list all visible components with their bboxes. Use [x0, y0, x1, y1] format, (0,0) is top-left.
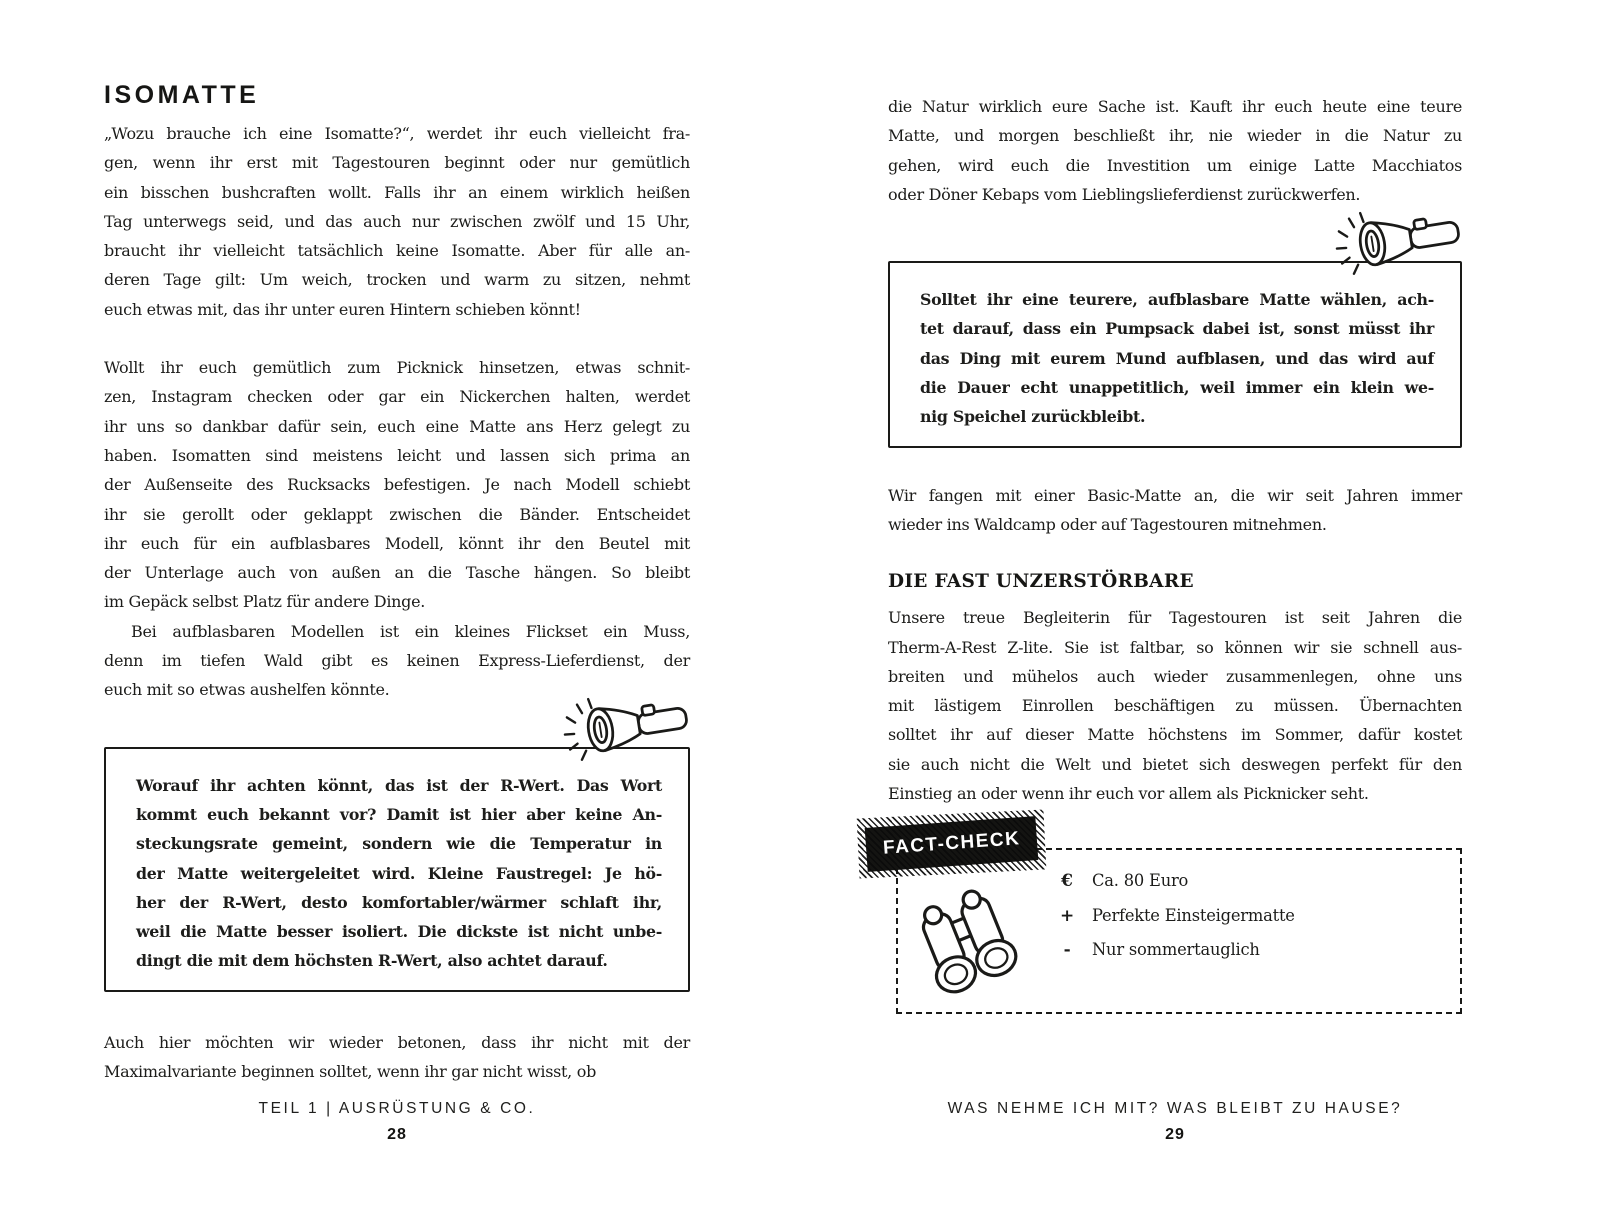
text-line: „Wozu brauche ich eine Isomatte?“, werdet ihr euch vielleicht fra- [104, 124, 690, 143]
text-line: zen, Instagram checken oder gar ein Nickerchen halten, werdet [104, 387, 690, 407]
text-line: gehen, wird euch die Investition um einige Latte Macchiatos [888, 155, 1462, 175]
running-footer-right: WAS NEHME ICH MIT? WAS BLEIBT ZU HAUSE? [947, 1100, 1403, 1117]
fact-check-box [882, 828, 1462, 1014]
text-line: der Außenseite des Rucksacks befestigen. Je nach Modell schiebt [104, 475, 690, 495]
text-line: ihr euch für ein aufblasbares Modell, könnt ihr den Beutel mit [104, 533, 690, 553]
minus-icon: - [1063, 940, 1071, 961]
text-line: deren Tage gilt: Um weich, trocken und warm zu sitzen, nehmt [104, 270, 690, 290]
text-line: tet darauf, dass ein Pumpsack dabei ist, sonst müsst ihr [920, 319, 1434, 339]
text-line: die Dauer echt unappetitlich, weil immer ein klein we- [920, 378, 1434, 398]
text-line: Worauf ihr achten könnt, das ist der R-Wert. Das Wort [136, 775, 662, 795]
paragraph [104, 1028, 690, 1087]
fact-text: Ca. 80 Euro [1092, 871, 1189, 891]
paragraph [104, 119, 690, 324]
tip-box [104, 747, 690, 992]
text-line: euch etwas mit, das ihr unter euren Hintern schieben könnt! [104, 299, 581, 319]
paragraph [104, 353, 690, 617]
text-line: Maximalvariante beginnen solltet, wenn ihr gar nicht wisst, ob [104, 1062, 597, 1082]
text-line: der Matte weitergeleitet wird. Kleine Faustregel: Je hö- [136, 863, 662, 883]
fact-text: Nur sommertauglich [1092, 940, 1260, 960]
text-line: Unsere treue Begleiterin für Tagestouren ist seit Jahren die [888, 608, 1462, 628]
text-line: Solltet ihr eine teurere, aufblasbare Matte wählen, ach- [920, 290, 1434, 310]
text-line: mit lästigem Einrollen beschäftigen zu müssen. Übernachten [888, 696, 1462, 716]
text-line: Wir fangen mit einer Basic-Matte an, die wir seit Jahren immer [888, 485, 1462, 505]
text-line: weil die Matte besser isoliert. Die dickste ist nicht unbe- [136, 922, 662, 942]
fact-row [1058, 939, 1260, 961]
tip-box-text [136, 771, 662, 976]
text-line: oder Döner Kebaps vom Lieblingslieferdienst zurückwerfen. [888, 184, 1361, 204]
flashlight-icon [558, 687, 696, 767]
page-number-left: 28 [387, 1126, 407, 1143]
text-line: denn im tiefen Wald gibt es keinen Express-Lieferdienst, der [104, 651, 690, 671]
text-line: Einstieg an oder wenn ihr euch vor allem als Picknicker seht. [888, 784, 1369, 804]
text-line: solltet ihr auf dieser Matte höchstens im Sommer, dafür kostet [888, 725, 1462, 745]
text-line: der Unterlage auch von außen an die Tasche hängen. So bleibt [104, 563, 690, 583]
text-line: kommt euch bekannt vor? Damit ist hier aber keine An- [136, 804, 662, 824]
text-line: her der R-Wert, desto komfortabler/wärmer schlaft ihr, [136, 892, 662, 912]
flashlight-icon [1330, 201, 1468, 281]
page-title: ISOMATTE [104, 81, 260, 109]
running-footer-left: TEIL 1 | AUSRÜSTUNG & CO. [258, 1100, 536, 1117]
euro-icon: € [1061, 871, 1073, 892]
section-heading: DIE FAST UNZERSTÖRBARE [888, 571, 1194, 593]
page-left [104, 0, 690, 1211]
text-line: ihr sie gerollt oder geklappt zwischen die Bänder. Entscheidet [104, 504, 690, 524]
text-line: steckungsrate gemeint, sondern wie die Temperatur in [136, 834, 662, 854]
text-line: Auch hier möchten wir wieder betonen, dass ihr nicht mit der [104, 1032, 690, 1052]
fact-text: Perfekte Einsteigermatte [1092, 906, 1295, 926]
text-line: Matte, und morgen beschließt ihr, nie wieder in die Natur zu [888, 126, 1462, 146]
text-line: dingt die mit dem höchsten R-Wert, also achtet darauf. [136, 951, 608, 971]
text-line: euch mit so etwas aushelfen könnte. [104, 680, 390, 700]
fact-row [1058, 870, 1188, 892]
page-right [882, 0, 1462, 1211]
tip-box [888, 261, 1462, 447]
text-line: Bei aufblasbaren Modellen ist ein kleines Flickset ein Muss, [131, 621, 690, 641]
text-line: breiten und mühelos auch wieder zusammenlegen, ohne uns [888, 666, 1462, 686]
fact-row [1058, 905, 1295, 927]
text-line: nig Speichel zurückbleibt. [920, 407, 1146, 427]
text-line: im Gepäck selbst Platz für andere Dinge. [104, 592, 426, 612]
page-number-right: 29 [1165, 1126, 1185, 1143]
text-line: Wollt ihr euch gemütlich zum Picknick hinsetzen, etwas schnit- [104, 358, 690, 378]
fact-check-badge: FACT-CHECK [865, 816, 1039, 872]
text-line: gen, wenn ihr erst mit Tagestouren beginnt oder nur gemütlich [104, 153, 690, 173]
paragraph [888, 603, 1462, 808]
text-line: ein bisschen bushcraften wollt. Falls ihr an einem wirklich heißen [104, 182, 690, 202]
text-line: Tag unterwegs seid, und das auch nur zwischen zwölf und 15 Uhr, [104, 211, 690, 231]
text-line: das Ding mit eurem Mund aufblasen, und das wird auf [920, 348, 1434, 368]
text-line: sie auch nicht die Welt und bietet sich deswegen perfekt für den [888, 754, 1462, 774]
plus-icon: + [1059, 906, 1075, 927]
text-line: Therm-A-Rest Z-lite. Sie ist faltbar, so können wir sie schnell aus- [888, 637, 1462, 657]
text-line: braucht ihr vielleicht tatsächlich keine Isomatte. Aber für alle an- [104, 241, 690, 261]
text-line: haben. Isomatten sind meistens leicht und lassen sich prima an [104, 445, 690, 465]
paragraph [888, 481, 1462, 540]
text-line: wieder ins Waldcamp oder auf Tagestouren mitnehmen. [888, 514, 1327, 534]
text-line: ihr uns so dankbar dafür sein, euch eine Matte ans Herz gelegt zu [104, 416, 690, 436]
paragraph [888, 92, 1462, 209]
tip-box-text [920, 285, 1434, 431]
text-line: die Natur wirklich eure Sache ist. Kauft ihr euch heute eine teure [888, 97, 1462, 116]
binoculars-icon [916, 888, 1020, 1004]
